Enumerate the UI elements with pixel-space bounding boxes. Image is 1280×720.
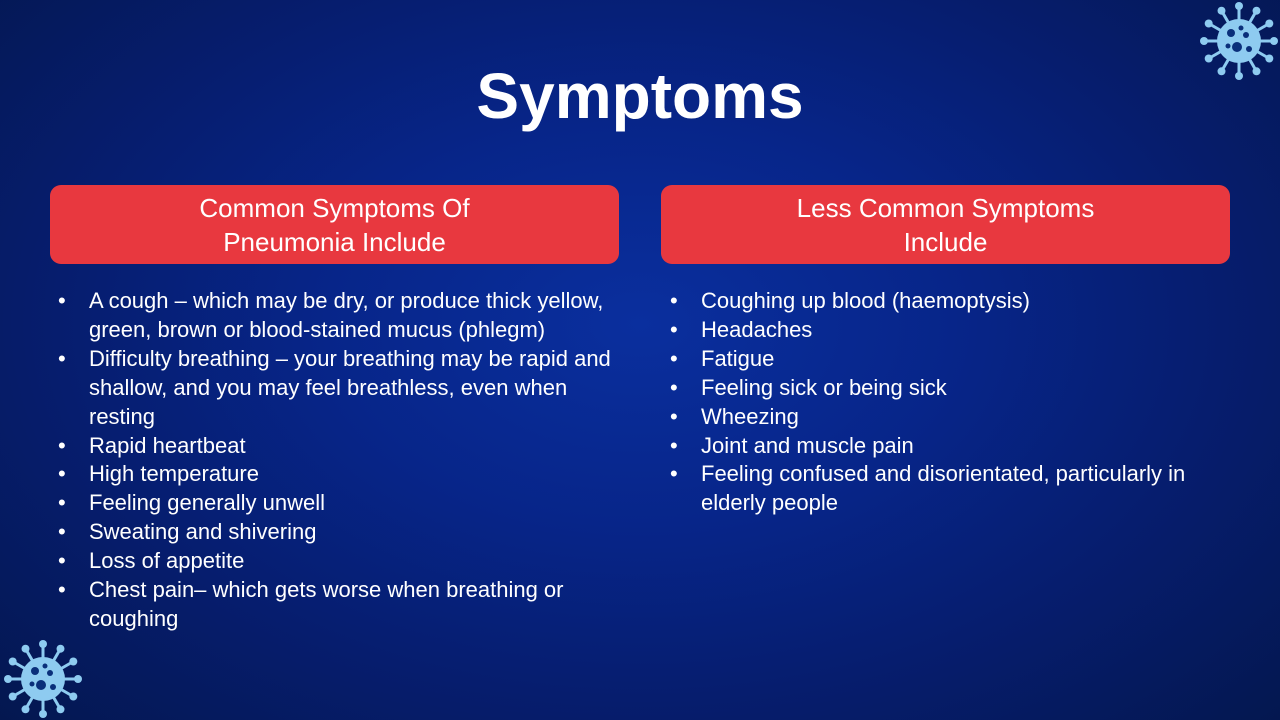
list-item — [670, 403, 1230, 432]
common-symptoms-list — [58, 287, 618, 634]
less-common-symptoms-header-line1: Less Common Symptoms — [796, 192, 1095, 223]
bullet-point: • — [58, 432, 66, 458]
list-item — [58, 345, 618, 432]
less-common-symptoms-header — [661, 185, 1230, 264]
list-item-text: Fatigue — [701, 345, 775, 371]
less-common-symptoms-header-line2: Include — [903, 226, 988, 257]
list-item-text: High temperature — [89, 461, 259, 487]
list-item — [670, 287, 1230, 316]
bullet-point: • — [670, 461, 678, 487]
virus-icon — [2, 638, 84, 720]
list-item — [58, 460, 618, 489]
list-item-text: Headaches — [701, 316, 813, 342]
slide-title: Symptoms — [476, 60, 804, 132]
common-symptoms-header — [50, 185, 619, 264]
list-item — [670, 432, 1230, 461]
list-item-text: Sweating and shivering — [89, 519, 317, 545]
list-item-text: Loss of appetite — [89, 548, 245, 574]
list-item-text: Feeling generally unwell — [89, 490, 326, 516]
bullet-point: • — [58, 288, 66, 313]
list-item — [58, 547, 618, 576]
bullet-point: • — [58, 548, 66, 574]
list-item — [58, 432, 618, 461]
list-item-text: Rapid heartbeat — [89, 432, 246, 458]
list-item — [58, 576, 618, 634]
bullet-point: • — [58, 461, 66, 487]
list-item-text: Chest pain– which gets worse when breathing or coughing — [89, 577, 564, 631]
bullet-point: • — [58, 345, 66, 371]
list-item-text: Wheezing — [701, 403, 799, 429]
common-symptoms-header-line2: Pneumonia Include — [223, 226, 446, 257]
list-item-text: A cough – which may be dry, or produce thick yellow, green, brown or blood-stained mucus (phlegm) — [89, 288, 604, 342]
list-item-text: Coughing up blood (haemoptysis) — [701, 288, 1030, 313]
list-item-text: Feeling sick or being sick — [701, 374, 947, 400]
list-item — [670, 345, 1230, 374]
bullet-point: • — [58, 577, 66, 603]
list-item-text: Joint and muscle pain — [701, 432, 914, 458]
list-item — [670, 316, 1230, 345]
less-common-symptoms-list — [670, 287, 1230, 518]
bullet-point: • — [670, 403, 678, 429]
list-item-text: Feeling confused and disorientated, particularly in elderly people — [701, 461, 1186, 516]
bullet-point: • — [670, 432, 678, 458]
list-item — [58, 518, 618, 547]
bullet-point: • — [58, 490, 66, 516]
virus-icon — [1198, 0, 1280, 82]
list-item — [670, 460, 1230, 518]
list-item — [58, 489, 618, 518]
bullet-point: • — [670, 345, 678, 371]
bullet-point: • — [670, 288, 678, 313]
list-item — [58, 287, 618, 345]
list-item — [670, 374, 1230, 403]
bullet-point: • — [58, 519, 66, 545]
common-symptoms-header-line1: Common Symptoms Of — [199, 192, 470, 223]
list-item-text: Difficulty breathing – your breathing may be rapid and shallow, and you may feel breathless, even when resting — [89, 345, 611, 429]
bullet-point: • — [670, 374, 678, 400]
bullet-point: • — [670, 316, 678, 342]
